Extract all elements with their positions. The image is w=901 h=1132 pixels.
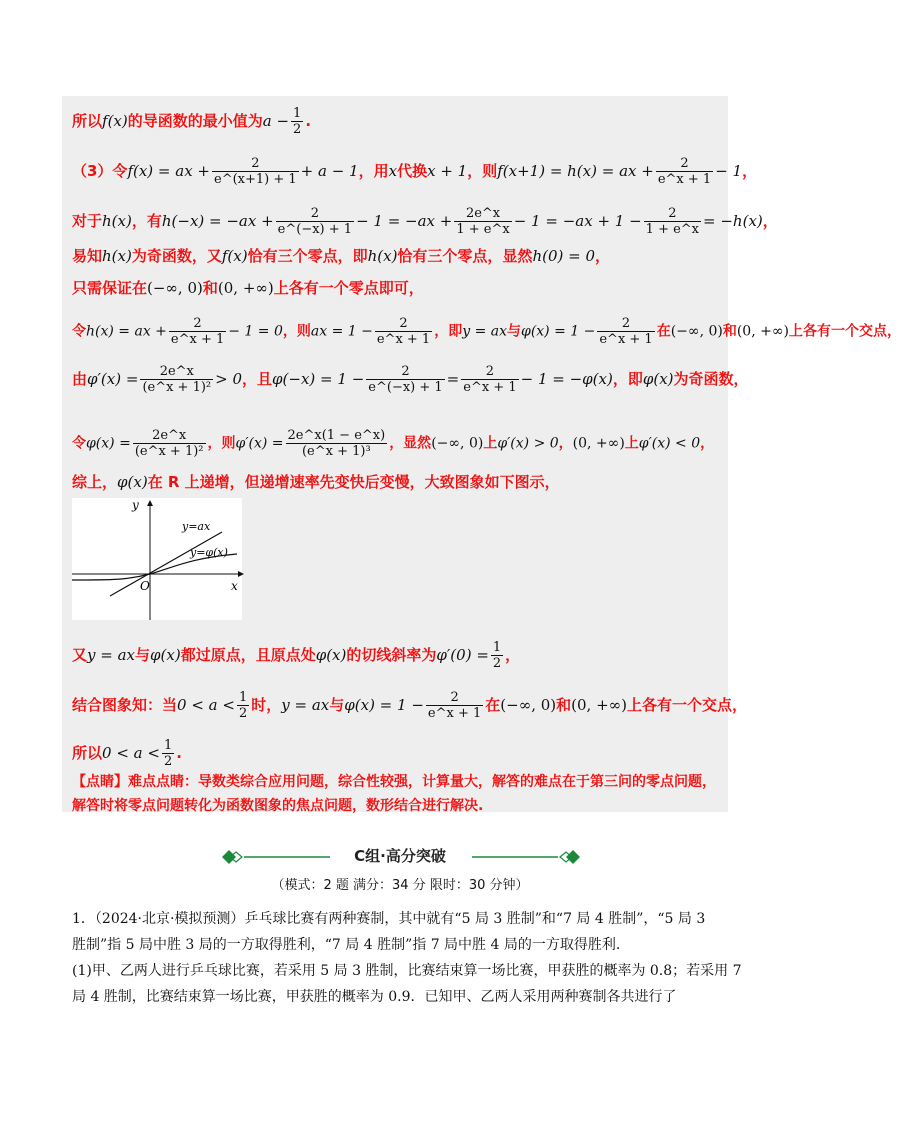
function-graph bbox=[72, 498, 242, 620]
y-axis-label: y bbox=[132, 498, 139, 512]
x-axis-label: x bbox=[231, 579, 238, 593]
line-y-ax bbox=[110, 532, 222, 596]
solution-line-3: 对于h(x)，有h(−x) = −ax + $\frac{2}{e\^{}(-x) + 1}$ − 1 = −ax + $\frac{2e\^{}x}{1 + e\^{}x}$ − 1 = −ax + 1 − $\frac{2}{1 + e\^{}x}$ = −h(x)， bbox=[72, 206, 778, 237]
origin-label: O bbox=[140, 579, 150, 593]
fraction: $\frac{1}{2}$ bbox=[293, 106, 302, 137]
section-title: C组·高分突破 bbox=[354, 847, 446, 865]
solution-line-2: （3）令f(x) = ax + $\frac{2}{e\^{}(x+1) + 1}$ + a − 1，用x代换x + 1，则f(x+1) = h(x) = ax + $\frac{2}{e\^{}x + 1}$ − 1， bbox=[72, 156, 758, 187]
solution-line-5: 只需保证在(−∞, 0)和(0, +∞)上各有一个零点即可， bbox=[72, 279, 424, 297]
problem-line-3: (1)甲、乙两人进行乒乓球比赛，若采用 5 局 3 胜制，比赛结束算一场比赛，甲获胜的概率为 0.8；若采用 7 bbox=[72, 963, 742, 979]
key-point-line-2: 解答时将零点问题转化为函数图象的焦点问题，数形结合进行解决. bbox=[72, 798, 484, 814]
solution-line-11: 结合图象知：当0 < a < $\frac{1}{2}$ 时，y = ax与φ(x) = 1 − $\frac{2}{e\^{}x + 1}$ 在(−∞, 0)和(0, +∞)上各有一个交点， bbox=[72, 690, 748, 721]
solution-line-12: 所以0 < a < $\frac{1}{2}$ . bbox=[72, 738, 182, 769]
solution-line-10: 又y = ax与φ(x)都过原点，且原点处φ(x)的切线斜率为φ′(0) = $\frac{1}{2}$ ， bbox=[72, 640, 521, 671]
graph-svg bbox=[72, 498, 242, 620]
solution-line-8: 令φ(x) = $\frac{2e\^{}x}{\text{(e\textasciicircum{}x + 1)²}}$ ，则φ′(x) = $\frac{2e\^{}x(1 - e\^{}x)}{\text{(e\textasciicircum{}x + 1)³}}$ ，显然(−∞, 0)上φ′(x) > 0，(0, +∞)上φ′(x) < 0， bbox=[72, 428, 715, 459]
curve-label: y=φ(x) bbox=[190, 546, 228, 559]
problem-line-2: 胜制”指 5 局中胜 3 局的一方取得胜利，“7 局 4 胜制”指 7 局中胜 4 局的一方取得胜利. bbox=[72, 937, 621, 953]
solution-line-7: 由φ′(x) = $\frac{2e\^{}x}{\text{(e\textasciicircum{}x + 1)²}}$ > 0，且φ(−x) = 1 − $\frac{2}{e\^{}(-x) + 1}$ = $\frac{2}{e\^{}x + 1}$ − 1 = −φ(x)，即φ(x)为奇函数， bbox=[72, 364, 749, 395]
key-point-line-1: 【点睛】难点点睛：导数类综合应用问题，综合性较强，计算量大，解答的难点在于第三问的零点问题， bbox=[72, 774, 716, 790]
solution-line-9: 综上，φ(x)在 R 上递增，但递增速率先变快后变慢，大致图象如下图示， bbox=[72, 473, 560, 491]
problem-line-4: 局 4 胜制，比赛结束算一场比赛，甲获胜的概率为 0.9．已知甲、乙两人采用两种赛制各共进行了 bbox=[72, 989, 677, 1005]
problem-line-1: 1．（2024·北京·模拟预测）乒乓球比赛有两种赛制，其中就有“5 局 3 胜制”和“7 局 4 胜制”，“5 局 3 bbox=[72, 911, 706, 927]
solution-line-1: 所以f(x)的导函数的最小值为a − $\frac{1}{2}$ . bbox=[72, 106, 312, 137]
line-label: y=ax bbox=[182, 520, 211, 533]
solution-line-6: 令h(x) = ax + $\frac{2}{e\^{}x + 1}$ − 1 = 0，则ax = 1 − $\frac{2}{e\^{}x + 1}$ ，即y = ax与φ(x) = 1 − $\frac{2}{e\^{}x + 1}$ 在(−∞, 0)和(0, +∞)上各有一个交点， bbox=[72, 316, 901, 347]
y-axis-arrow bbox=[147, 500, 153, 506]
section-meta: （模式：2 题 满分：34 分 限时：30 分钟） bbox=[271, 878, 529, 893]
solution-line-4: 易知h(x)为奇函数，又f(x)恰有三个零点，即h(x)恰有三个零点，显然h(0) = 0， bbox=[72, 247, 611, 265]
